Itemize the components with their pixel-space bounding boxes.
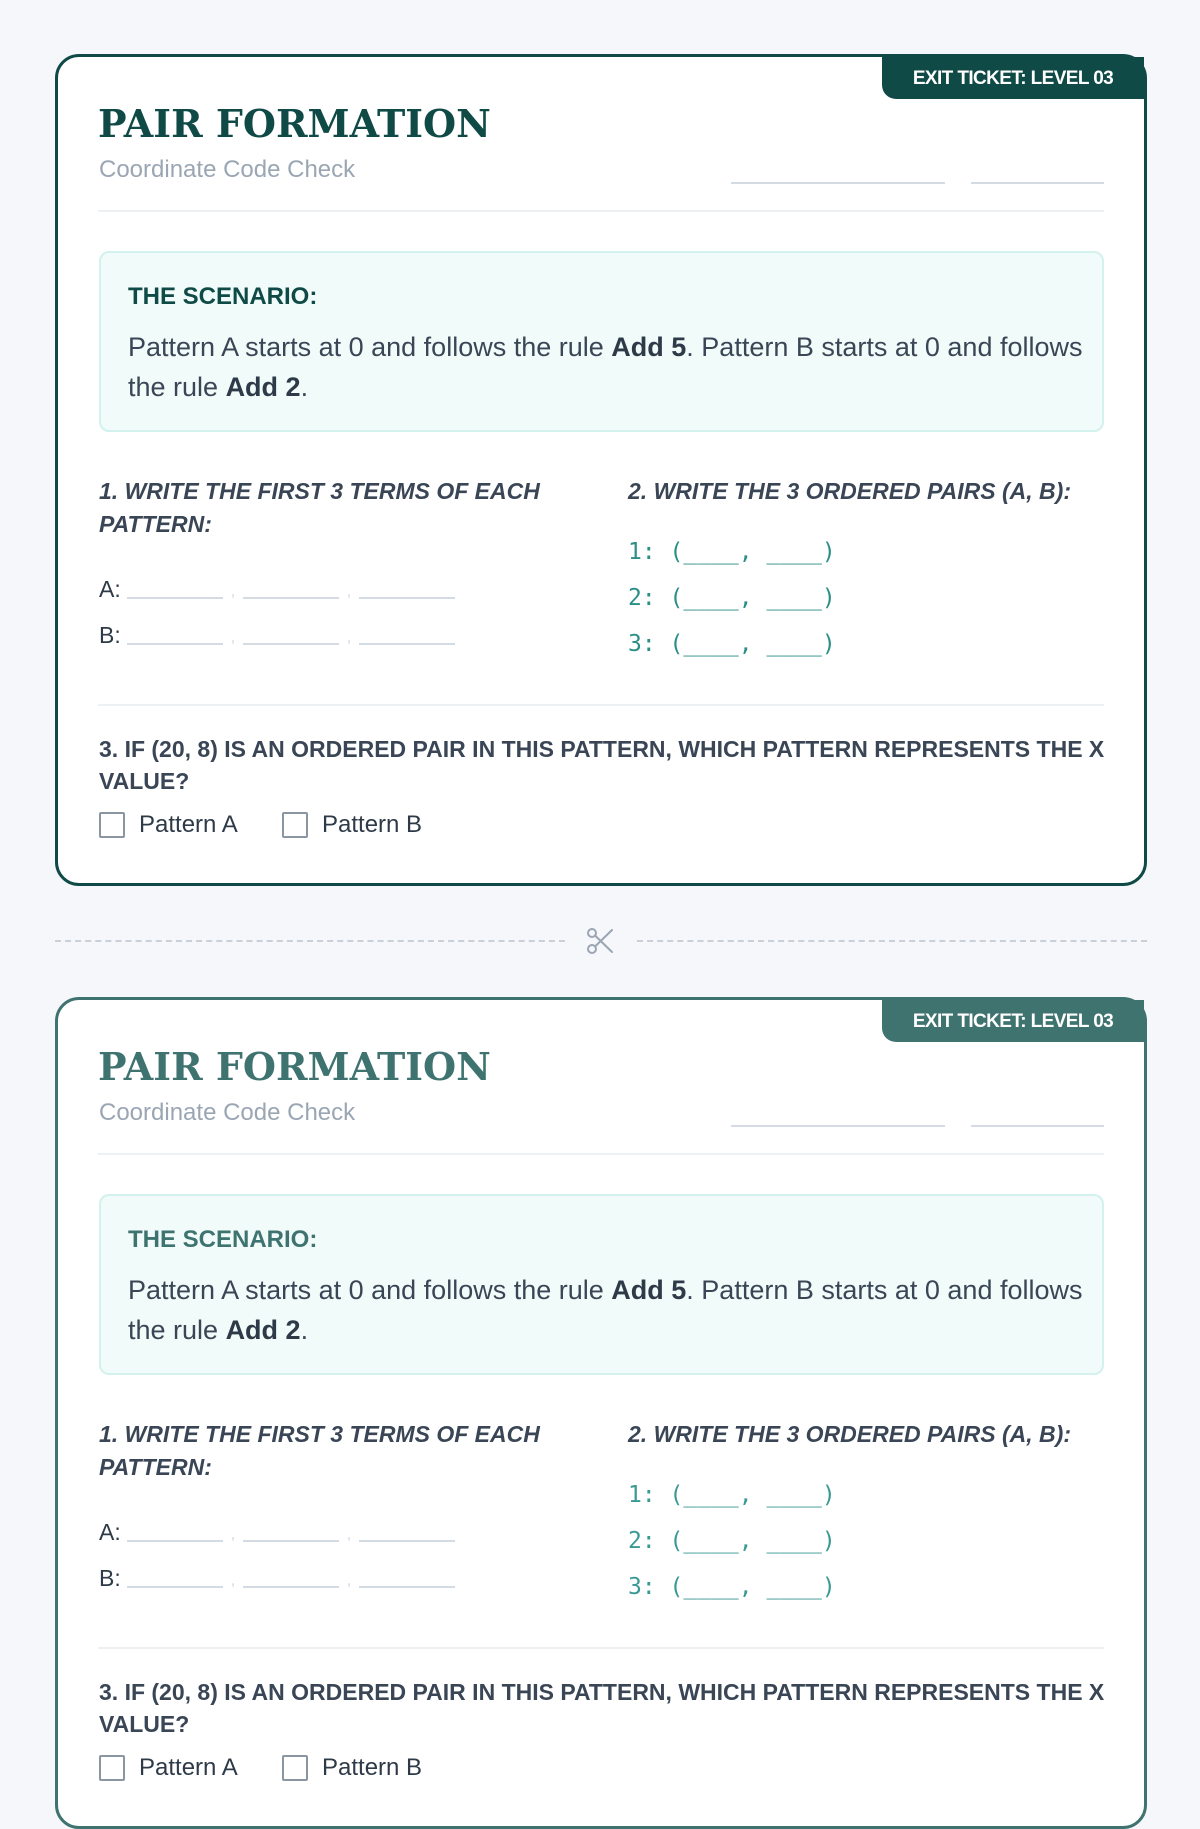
pattern-a-option[interactable] xyxy=(99,811,238,839)
scenario-text xyxy=(128,1270,1088,1350)
ticket-title: PAIR FORMATION xyxy=(98,101,491,146)
term-separator: , xyxy=(346,1572,352,1589)
pattern-b-checkbox[interactable] xyxy=(282,1755,308,1781)
rule-b: Add 2 xyxy=(225,1315,301,1345)
scenario-label: THE SCENARIO: xyxy=(128,283,318,310)
exit-ticket-2 xyxy=(55,997,1147,1829)
scenario-text-1: Pattern A starts at 0 and follows the rule xyxy=(128,1275,612,1305)
pattern-b-label: B: xyxy=(99,1565,121,1591)
question-1-heading: 1. WRITE THE FIRST 3 TERMS OF EACH PATTERN: xyxy=(99,1421,540,1480)
pattern-b-option[interactable] xyxy=(282,1754,422,1782)
term-blank[interactable] xyxy=(127,597,223,599)
rule-b: Add 2 xyxy=(225,372,301,402)
term-separator: , xyxy=(230,629,236,646)
pattern-a-option-label: Pattern A xyxy=(139,811,238,838)
pattern-b-option-label: Pattern B xyxy=(322,811,423,838)
ticket-title: PAIR FORMATION xyxy=(98,1044,491,1089)
scenario-text xyxy=(128,327,1088,407)
name-blank[interactable] xyxy=(731,182,945,184)
term-blank[interactable] xyxy=(359,1586,455,1588)
term-blank[interactable] xyxy=(359,1540,455,1542)
term-blank[interactable] xyxy=(243,643,339,645)
pattern-a-option-label: Pattern A xyxy=(139,1754,238,1781)
exit-ticket-tag: EXIT TICKET: LEVEL 03 xyxy=(882,1000,1144,1042)
term-separator: , xyxy=(346,1526,352,1543)
ordered-pair-3[interactable]: 3: (____, ____) xyxy=(628,1574,836,1600)
ordered-pair-1[interactable]: 1: (____, ____) xyxy=(628,1482,836,1508)
scenario-box xyxy=(99,251,1104,432)
name-blank[interactable] xyxy=(731,1125,945,1127)
pattern-a-checkbox[interactable] xyxy=(99,1755,125,1781)
term-blank[interactable] xyxy=(243,1586,339,1588)
exit-ticket-tag: EXIT TICKET: LEVEL 03 xyxy=(882,57,1144,99)
term-blank[interactable] xyxy=(127,1540,223,1542)
rule-a: Add 5 xyxy=(611,332,687,362)
cut-line-left xyxy=(55,940,565,942)
term-separator: , xyxy=(230,1572,236,1589)
term-separator: , xyxy=(346,583,352,600)
pattern-a-terms-row xyxy=(99,1516,455,1546)
question-3-heading: 3. IF (20, 8) IS AN ORDERED PAIR IN THIS PATTERN, WHICH PATTERN REPRESENTS THE X VALUE? xyxy=(99,736,1105,794)
pattern-a-option[interactable] xyxy=(99,1754,238,1782)
term-blank[interactable] xyxy=(127,1586,223,1588)
question-3-heading: 3. IF (20, 8) IS AN ORDERED PAIR IN THIS PATTERN, WHICH PATTERN REPRESENTS THE X VALUE? xyxy=(99,1679,1105,1737)
term-separator: , xyxy=(230,583,236,600)
pattern-b-option-label: Pattern B xyxy=(322,1754,423,1781)
header-divider xyxy=(98,1153,1104,1155)
scissors-icon xyxy=(584,925,616,957)
term-separator: , xyxy=(346,629,352,646)
date-blank[interactable] xyxy=(971,182,1104,184)
question-1-heading: 1. WRITE THE FIRST 3 TERMS OF EACH PATTERN: xyxy=(99,478,540,537)
cut-line-right xyxy=(637,940,1147,942)
scenario-label: THE SCENARIO: xyxy=(128,1226,318,1253)
term-blank[interactable] xyxy=(359,597,455,599)
section-divider xyxy=(98,1647,1104,1649)
scenario-box xyxy=(99,1194,1104,1375)
header-divider xyxy=(98,210,1104,212)
term-blank[interactable] xyxy=(243,1540,339,1542)
rule-a: Add 5 xyxy=(611,1275,687,1305)
scenario-text-3: . xyxy=(300,372,309,402)
question-2-heading: 2. WRITE THE 3 ORDERED PAIRS (A, B): xyxy=(628,478,1071,504)
pattern-b-checkbox[interactable] xyxy=(282,812,308,838)
pattern-a-terms-row xyxy=(99,573,455,603)
pattern-b-terms-row xyxy=(99,619,455,649)
scenario-text-2: . Pattern B starts at 0 and follows the rule xyxy=(128,332,1083,402)
ordered-pair-2[interactable]: 2: (____, ____) xyxy=(628,1528,836,1554)
term-separator: , xyxy=(230,1526,236,1543)
ticket-subtitle: Coordinate Code Check xyxy=(99,156,356,183)
pattern-a-label: A: xyxy=(99,1519,121,1545)
question-2-heading: 2. WRITE THE 3 ORDERED PAIRS (A, B): xyxy=(628,1421,1071,1447)
scenario-text-2: . Pattern B starts at 0 and follows the rule xyxy=(128,1275,1083,1345)
ordered-pair-1[interactable]: 1: (____, ____) xyxy=(628,539,836,565)
scenario-text-3: . xyxy=(300,1315,309,1345)
pattern-a-label: A: xyxy=(99,576,121,602)
pattern-b-option[interactable] xyxy=(282,811,422,839)
pattern-a-checkbox[interactable] xyxy=(99,812,125,838)
term-blank[interactable] xyxy=(359,643,455,645)
date-blank[interactable] xyxy=(971,1125,1104,1127)
term-blank[interactable] xyxy=(127,643,223,645)
ordered-pair-3[interactable]: 3: (____, ____) xyxy=(628,631,836,657)
pattern-b-terms-row xyxy=(99,1562,455,1592)
section-divider xyxy=(98,704,1104,706)
ordered-pair-2[interactable]: 2: (____, ____) xyxy=(628,585,836,611)
term-blank[interactable] xyxy=(243,597,339,599)
scenario-text-1: Pattern A starts at 0 and follows the rule xyxy=(128,332,612,362)
exit-ticket-1 xyxy=(55,54,1147,886)
pattern-b-label: B: xyxy=(99,622,121,648)
ticket-subtitle: Coordinate Code Check xyxy=(99,1099,356,1126)
